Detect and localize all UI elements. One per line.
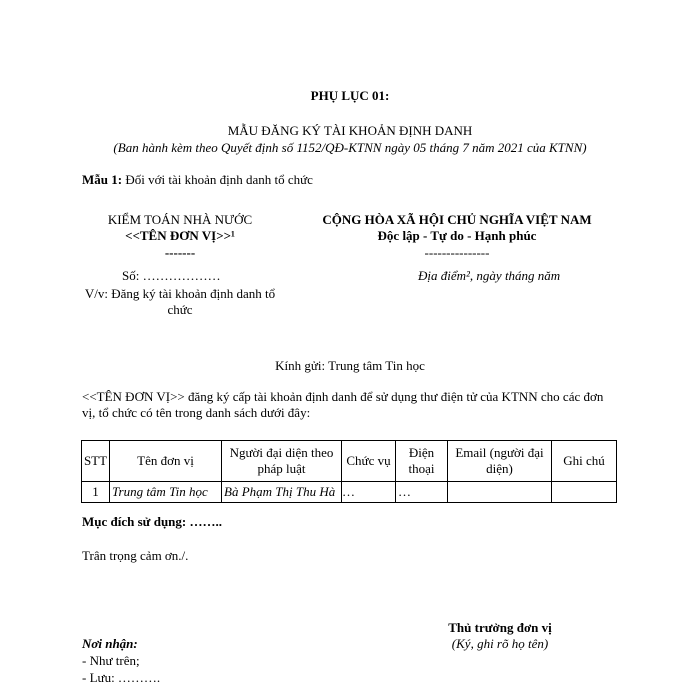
form-variant-label: Mẫu 1:: [82, 172, 123, 187]
col-header-note: Ghi chú: [552, 441, 617, 482]
cell-email: [448, 482, 552, 503]
col-header-unit-name: Tên đơn vị: [110, 441, 222, 482]
closing-thanks: Trân trọng cảm ơn./.: [82, 548, 189, 563]
cell-note: [552, 482, 617, 503]
form-variant-text: Đối với tài khoản định danh tổ chức: [122, 172, 313, 187]
col-header-email: Email (người đại diện): [448, 441, 552, 482]
cell-position: …: [342, 482, 396, 503]
cell-stt: 1: [82, 482, 110, 503]
document-subject: V/v: Đăng ký tài khoản định danh tổ chức: [84, 286, 276, 318]
signer-note: (Ký, ghi rõ họ tên): [451, 636, 549, 651]
cell-phone: …: [396, 482, 448, 503]
table-header-row: [82, 441, 617, 482]
issuer-org: KIỂM TOÁN NHÀ NƯỚC: [107, 212, 253, 227]
recipient-item: - Lưu: ……….: [82, 670, 161, 685]
recipient-item: - Như trên;: [82, 653, 140, 668]
issuer-unit: <<TÊN ĐƠN VỊ>>¹: [125, 228, 235, 244]
national-header: [282, 212, 632, 261]
signer-title: Thủ trưởng đơn vị: [448, 620, 552, 635]
cell-unit-name: Trung tâm Tin học: [110, 482, 222, 503]
national-rule: ---------------: [424, 244, 490, 260]
col-header-stt: STT: [82, 441, 110, 482]
table-row: [82, 482, 617, 503]
document-number: Số: ………………: [122, 268, 221, 283]
appendix-title: PHỤ LỤC 01:: [310, 88, 390, 103]
intro-paragraph: <<TÊN ĐƠN VỊ>> đăng ký cấp tài khoản định danh để sử dụng thư điện tử của KTNN cho các đơn vị, tổ chức có tên trong danh sách dưới đây:: [82, 389, 604, 421]
place-date: [418, 268, 618, 284]
col-header-phone: Điện thoại: [396, 441, 448, 482]
form-variant: [82, 172, 313, 188]
usage-purpose: Mục đích sử dụng: ……..: [82, 514, 222, 529]
col-header-legal-rep: Người đại diện theo pháp luật: [222, 441, 342, 482]
cell-legal-rep: Bà Phạm Thị Thu Hà: [222, 482, 342, 503]
nation-name: CỘNG HÒA XÃ HỘI CHỦ NGHĨA VIỆT NAM: [322, 212, 592, 227]
col-header-position: Chức vụ: [342, 441, 396, 482]
issuer-rule: -------: [164, 244, 196, 260]
registration-table: [81, 440, 617, 503]
recipients-label: Nơi nhận:: [82, 636, 138, 651]
salutation: Kính gửi: Trung tâm Tin học: [275, 358, 425, 373]
place-date-text: Địa điểm², ngày tháng năm: [418, 268, 561, 283]
issuer-header: [82, 212, 278, 261]
form-subtitle: (Ban hành kèm theo Quyết định số 1152/QĐ-KTNN ngày 05 tháng 7 năm 2021 của KTNN): [113, 140, 587, 155]
form-title: MẪU ĐĂNG KÝ TÀI KHOẢN ĐỊNH DANH: [227, 123, 473, 138]
national-motto: Độc lập - Tự do - Hạnh phúc: [377, 228, 537, 244]
